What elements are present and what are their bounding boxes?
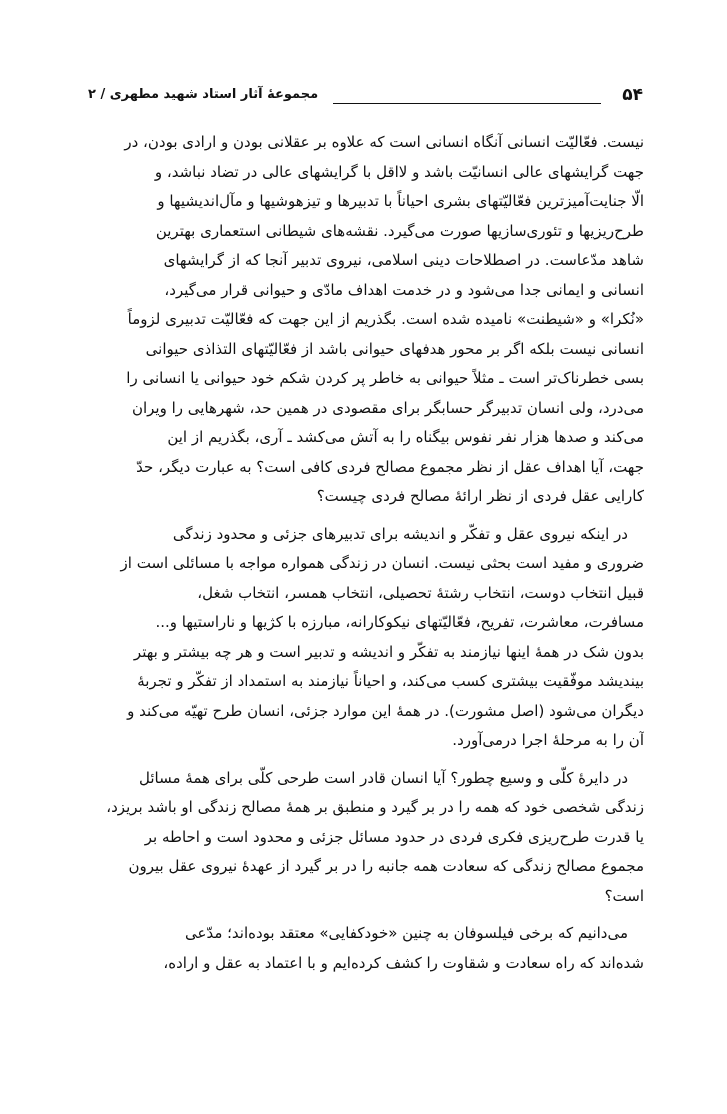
paragraph-gap (84, 911, 644, 919)
running-header (88, 84, 643, 110)
text-line: شده‌اند که راه سعادت و شقاوت را کشف کرده‌ایم و با اعتماد به عقل و اراده، (163, 953, 644, 972)
paragraph-gap (84, 512, 644, 520)
paragraph (84, 520, 644, 756)
text-line: نیست. فعّالیّت انسانی آنگاه انسانی است که علاوه بر عقلانی بودن و ارادی بودن، در (124, 133, 644, 151)
text-line: می‌درد، ولی انسان تدبیرگر حسابگر برای مقصودی در همین حد، شهرهایی را ویران (131, 398, 644, 417)
text-line: می‌دانیم که برخی فیلسوفان به چنین «خودکفایی» معتقد بوده‌اند؛ مدّعی (185, 924, 628, 942)
text-line: بدون شک در همهٔ اینها نیازمند به تفکّر و اندیشه و تدبیر است و هر چه بیشتر و بهتر (133, 642, 644, 661)
text-line: الّا جنایت‌آمیزترین فعّالیّتهای بشری احیاناً با تدبیرها و تیزهوشیها و مآل‌اندیشیها و (157, 192, 644, 210)
text-line: مسافرت، معاشرت، تفریح، فعّالیّتهای نیکوکارانه، مبارزه با کژیها و ناراستیها و... (155, 613, 644, 631)
paragraph (84, 764, 644, 912)
text-line: است؟ (604, 886, 644, 905)
text-line: می‌کند و صدها هزار نفر نفوس بیگناه را به آتش می‌کشد ـ آری، بگذریم از این (167, 428, 644, 446)
text-line: شاهد مدّعاست. در اصطلاحات دینی اسلامی، نیروی تدبیر آنجا که از گرایشهای (163, 251, 644, 269)
text-line: انسانی نیست بلکه اگر بر محور هدفهای حیوانی باشد از فعّالیّتهای التذاذی حیوانی (145, 339, 644, 358)
header-rule (333, 103, 601, 104)
text-line: جهت، آیا اهداف عقل از نظر مجموع مصالح فردی کافی است؟ به عبارت دیگر، حدّ (136, 457, 644, 476)
text-line: قبیل انتخاب دوست، انتخاب رشتهٔ تحصیلی، انتخاب همسر، انتخاب شغل، (197, 583, 644, 602)
text-line: در دایرهٔ کلّی و وسیع چطور؟ آیا انسان قادر است طرحی کلّی برای همهٔ مسائل (139, 768, 628, 787)
text-line: بیندیشد موفّقیت بیشتری کسب می‌کند، و احیاناً نیازمند به استمداد از تفکّر و تجربهٔ (137, 672, 644, 690)
text-line: «نُکرا» و «شیطنت» نامیده شده است. بگذریم از این جهت که فعّالیّت تدبیری لزوماً (127, 310, 644, 328)
text-line: بسی خطرناک‌تر است ـ مثلاً حیوانی به خاطر پر کردن شکم خود حیوانی یا انسانی را (126, 369, 644, 387)
body-text (84, 128, 644, 978)
text-line: در اینکه نیروی عقل و تفکّر و اندیشه برای تدبیرهای جزئی و محدود زندگی (172, 524, 628, 543)
paragraph-gap (84, 756, 644, 764)
text-line: آن را به مرحلهٔ اجرا درمی‌آورد. (452, 731, 644, 749)
paragraph (84, 128, 644, 512)
text-line: ضروری و مفید است بحثی نیست. انسان در زندگی همواره مواجه با مسائلی است از (120, 554, 644, 572)
page-number: ۵۴ (622, 85, 643, 105)
text-line: طرح‌ریزیها و تئوری‌سازیها صورت می‌گیرد. نقشه‌های شیطانی استعماری بهترین (155, 221, 644, 240)
text-line: جهت گرایشهای عالی انسانیّت باشد و لااقل با گرایشهای عالی در تضاد نباشد، و (154, 162, 644, 181)
text-line: مجموع مصالح زندگی که سعادت همه جانبه را در بر گیرد از عهدهٔ نیروی عقل بیرون (128, 857, 644, 875)
text-line: یا قدرت طرح‌ریزی فکری فردی در حدود مسائل جزئی و محدود است و احاطه بر (144, 827, 644, 846)
text-line: کارایی عقل فردی از نظر ارائهٔ مصالح فردی چیست؟ (316, 487, 644, 505)
text-line: انسانی و ایمانی جدا می‌شود و در خدمت اهداف مادّی و حیوانی قرار می‌گیرد، (164, 280, 644, 299)
running-title: مجموعهٔ آثار استاد شهید مطهری / ۲ (88, 87, 319, 102)
paragraph (84, 919, 644, 978)
text-line: دیگران می‌شود (اصل مشورت). در همهٔ این موارد جزئی، انسان طرح تهیّه می‌کند و (127, 701, 644, 720)
text-line: زندگی شخصی خود که همه را در بر گیرد و منطبق بر همهٔ مصالح زندگی او باشد بریزد، (106, 798, 644, 816)
